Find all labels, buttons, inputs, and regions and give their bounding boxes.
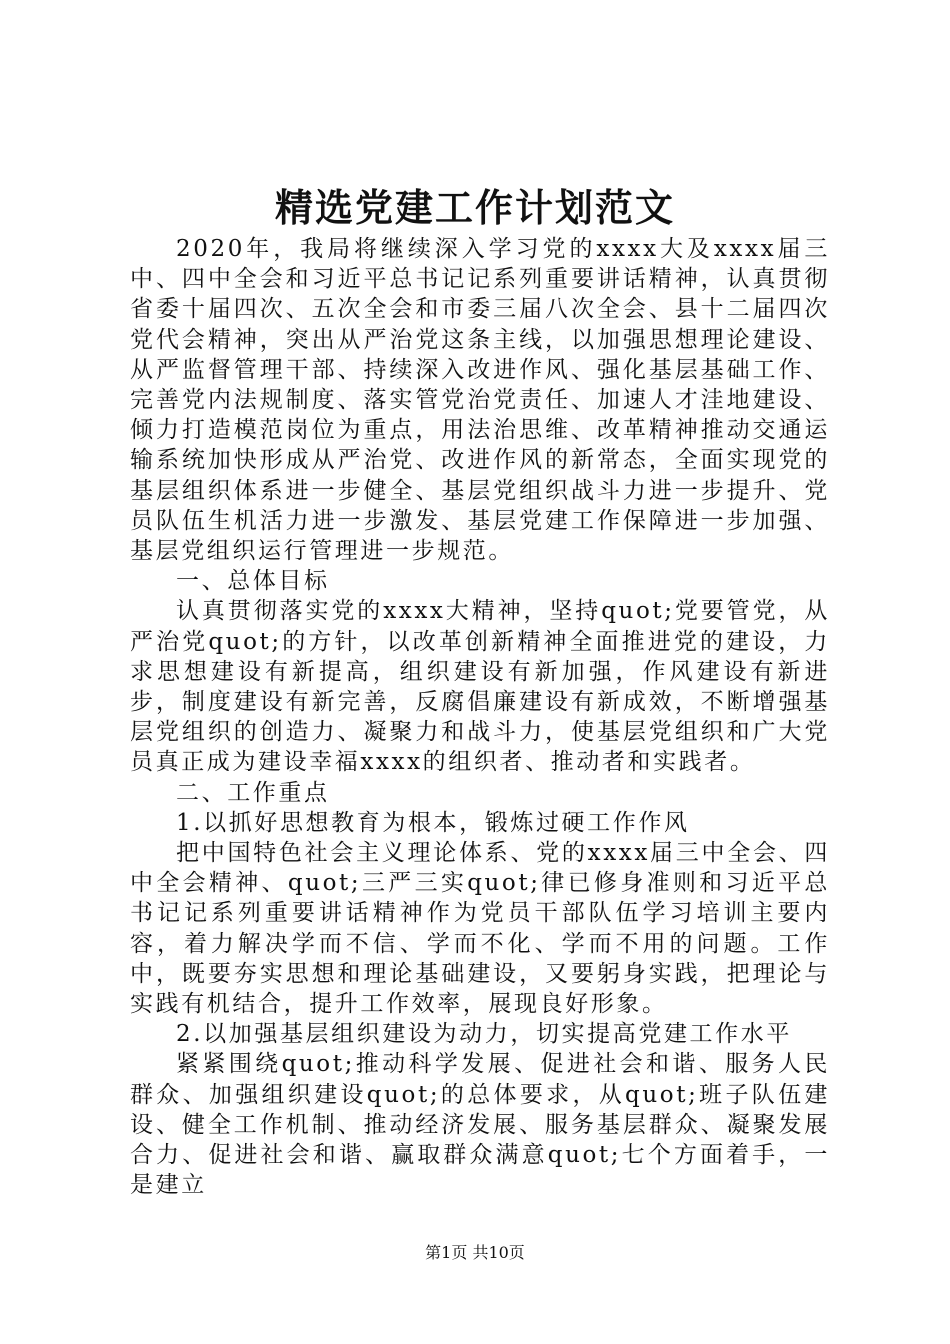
section-heading-work-focus: 二、工作重点: [176, 779, 330, 806]
document-body: [130, 234, 830, 1201]
grassroots-organization-paragraph: 紧紧围绕quot;推动科学发展、促进社会和谐、服务人民群众、加强组织建设quot;的总体要求，从quot;班子队伍建设、健全工作机制、推动经济发展、服务基层群众、凝聚发展合力、促进社会和谐、赢取群众满意quot;七个方面着手，一是建立: [130, 1051, 830, 1199]
subheading-grassroots-organization: 2.以加强基层组织建设为动力，切实提高党建工作水平: [176, 1021, 792, 1048]
document-title: 精选党建工作计划范文: [274, 185, 675, 230]
intro-paragraph: 2020年，我局将继续深入学习党的xxxx大及xxxx届三中、四中全会和习近平总书记记系列重要讲话精神，认真贯彻省委十届四次、五次全会和市委三届八次全会、县十二届四次党代会精神，突出从严治党这条主线，以加强思想理论建设、从严监督管理干部、持续深入改进作风、强化基层基础工作、完善党内法规制度、落实管党治党责任、加速人才洼地建设、倾力打造模范岗位为重点，用法治思维、改革精神推动交通运输系统加快形成从严治党、改进作风的新常态，全面实现党的基层组织体系进一步健全、基层党组织战斗力进一步提升、党员队伍生机活力进一步激发、基层党建工作保障进一步加强、基层党组织运行管理进一步规范。: [130, 236, 830, 565]
overall-goal-paragraph: 认真贯彻落实党的xxxx大精神，坚持quot;党要管党，从严治党quot;的方针，以改革创新精神全面推进党的建设，力求思想建设有新提高，组织建设有新加强，作风建设有新进步，制度建设有新完善，反腐倡廉建设有新成效，不断增强基层党组织的创造力、凝聚力和战斗力，使基层党组织和广大党员真正成为建设幸福xxxx的组织者、推动者和实践者。: [130, 598, 830, 776]
ideological-education-paragraph: 把中国特色社会主义理论体系、党的xxxx届三中全会、四中全会精神、quot;三严三实quot;律已修身准则和习近平总书记记系列重要讲话精神作为党员干部队伍学习培训主要内容，着力解决学而不信、学而不化、学而不用的问题。工作中，既要夯实思想和理论基础建设，又要躬身实践，把理论与实践有机结合，提升工作效率，展现良好形象。: [130, 840, 830, 1018]
subheading-ideological-education: 1.以抓好思想教育为根本，锻炼过硬工作作风: [176, 809, 690, 836]
page-number-footer: 第1页 共10页: [425, 1243, 525, 1262]
section-heading-overall-goal: 一、总体目标: [176, 568, 330, 595]
